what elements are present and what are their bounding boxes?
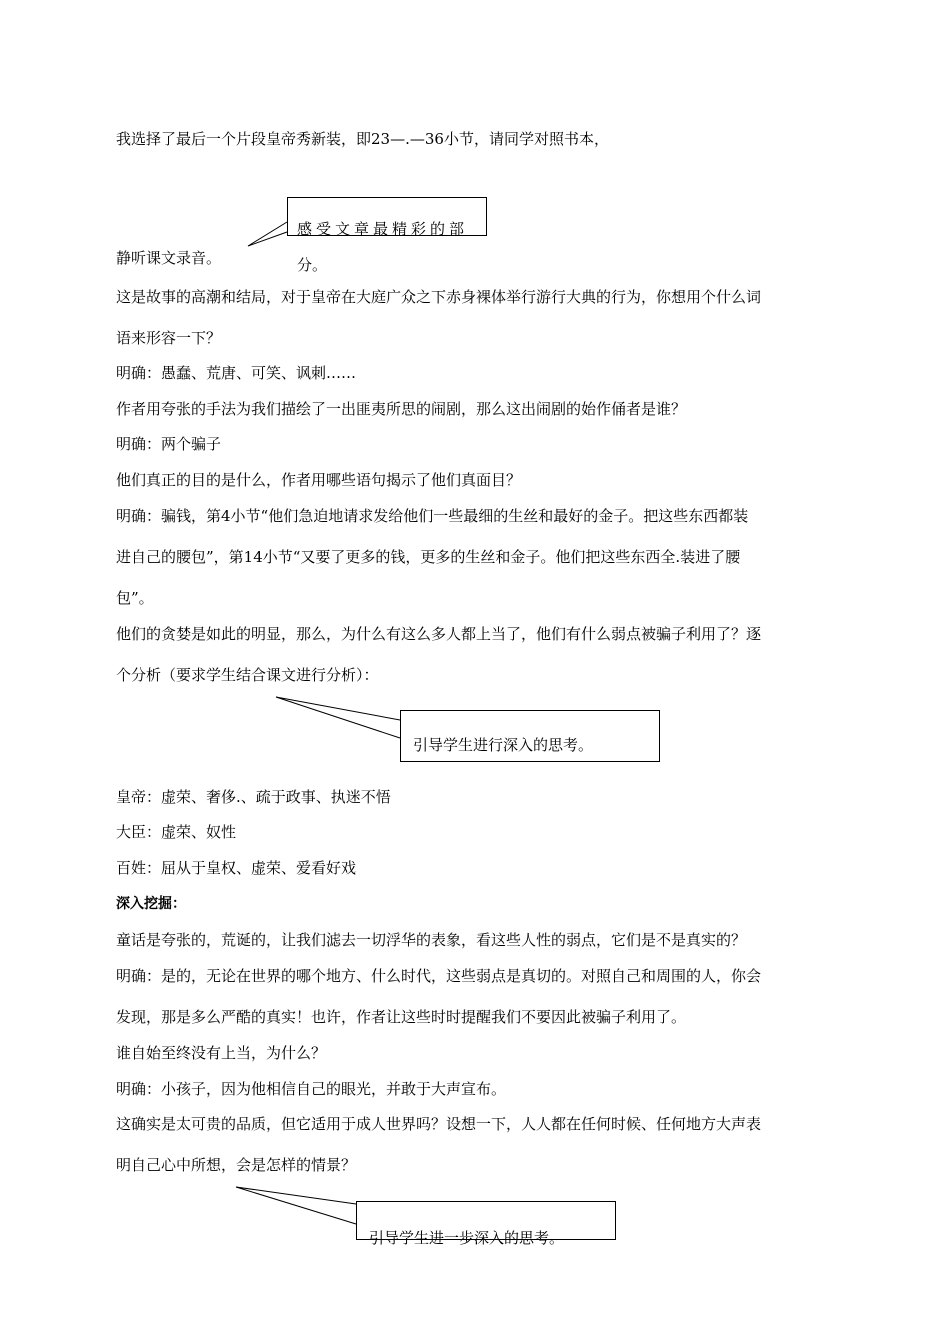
- paragraph: 进自己的腰包”，第14小节“又要了更多的钱，更多的生丝和金子。他们把这些东西全.装进了腰: [116, 548, 741, 566]
- paragraph: 百姓：屈从于皇权、虚荣、爱看好戏: [116, 859, 357, 877]
- paragraph: 皇帝：虚荣、奢侈.、疏于政事、执迷不悟: [116, 788, 391, 806]
- paragraph: 发现，那是多么严酷的真实！也许，作者让这些时时提醒我们不要因此被骗子利用了。: [116, 1008, 687, 1026]
- comment-callout-text: 引导学生进行深入的思考。: [413, 736, 594, 754]
- paragraph: 他们的贪婪是如此的明显，那么，为什么有这么多人都上当了，他们有什么弱点被骗子利用了？逐: [116, 625, 762, 643]
- paragraph: 这确实是太可贵的品质，但它适用于成人世界吗？设想一下，人人都在任何时候、任何地方大声表: [116, 1115, 762, 1133]
- paragraph: 个分析（要求学生结合课文进行分析）：: [116, 666, 379, 684]
- paragraph: 明自己心中所想，会是怎样的情景？: [116, 1156, 357, 1174]
- paragraph: 我选择了最后一个片段皇帝秀新装，即23—.—36小节，请同学对照书本，: [116, 130, 609, 148]
- section-heading: 深入挖掘：: [116, 896, 186, 912]
- callout-pointer-3: [236, 1187, 356, 1224]
- comment-callout-text: 分。: [297, 256, 328, 274]
- callout-pointer-1: [248, 222, 287, 246]
- paragraph: 明确：是的，无论在世界的哪个地方、什么时代，这些弱点是真切的。对照自己和周围的人，你会: [116, 967, 762, 985]
- paragraph: 童话是夸张的，荒诞的，让我们滤去一切浮华的表象，看这些人性的弱点，它们是不是真实的？: [116, 931, 747, 949]
- paragraph: 他们真正的目的是什么，作者用哪些语句揭示了他们真面目？: [116, 471, 522, 489]
- paragraph: 明确：小孩子，因为他相信自己的眼光，并敢于大声宣布。: [116, 1080, 507, 1098]
- paragraph: 明确：骗钱，第4小节“他们急迫地请求发给他们一些最细的生丝和最好的金子。把这些东西都装: [116, 507, 749, 525]
- paragraph: 作者用夸张的手法为我们描绘了一出匪夷所思的闹剧，那么这出闹剧的始作俑者是谁？: [116, 400, 687, 418]
- paragraph: 大臣：虚荣、奴性: [116, 823, 237, 841]
- callout-pointer-2: [276, 697, 400, 738]
- comment-callout-text: 引导学生进一步深入的思考。: [369, 1229, 565, 1247]
- paragraph: 语来形容一下？: [116, 329, 222, 347]
- comment-callout: [400, 710, 660, 762]
- comment-callout: [356, 1201, 616, 1247]
- comment-callout-text: 感受文章最精彩的部: [297, 220, 469, 238]
- paragraph: 静听课文录音。: [116, 249, 222, 267]
- paragraph: 这是故事的高潮和结局，对于皇帝在大庭广众之下赤身裸体举行游行大典的行为，你想用个什么词: [116, 288, 762, 306]
- paragraph: 包”。: [116, 589, 154, 607]
- paragraph: 谁自始至终没有上当，为什么？: [116, 1044, 327, 1062]
- paragraph: 明确：两个骗子: [116, 435, 222, 453]
- paragraph: 明确：愚蠢、荒唐、可笑、讽刺……: [116, 364, 357, 382]
